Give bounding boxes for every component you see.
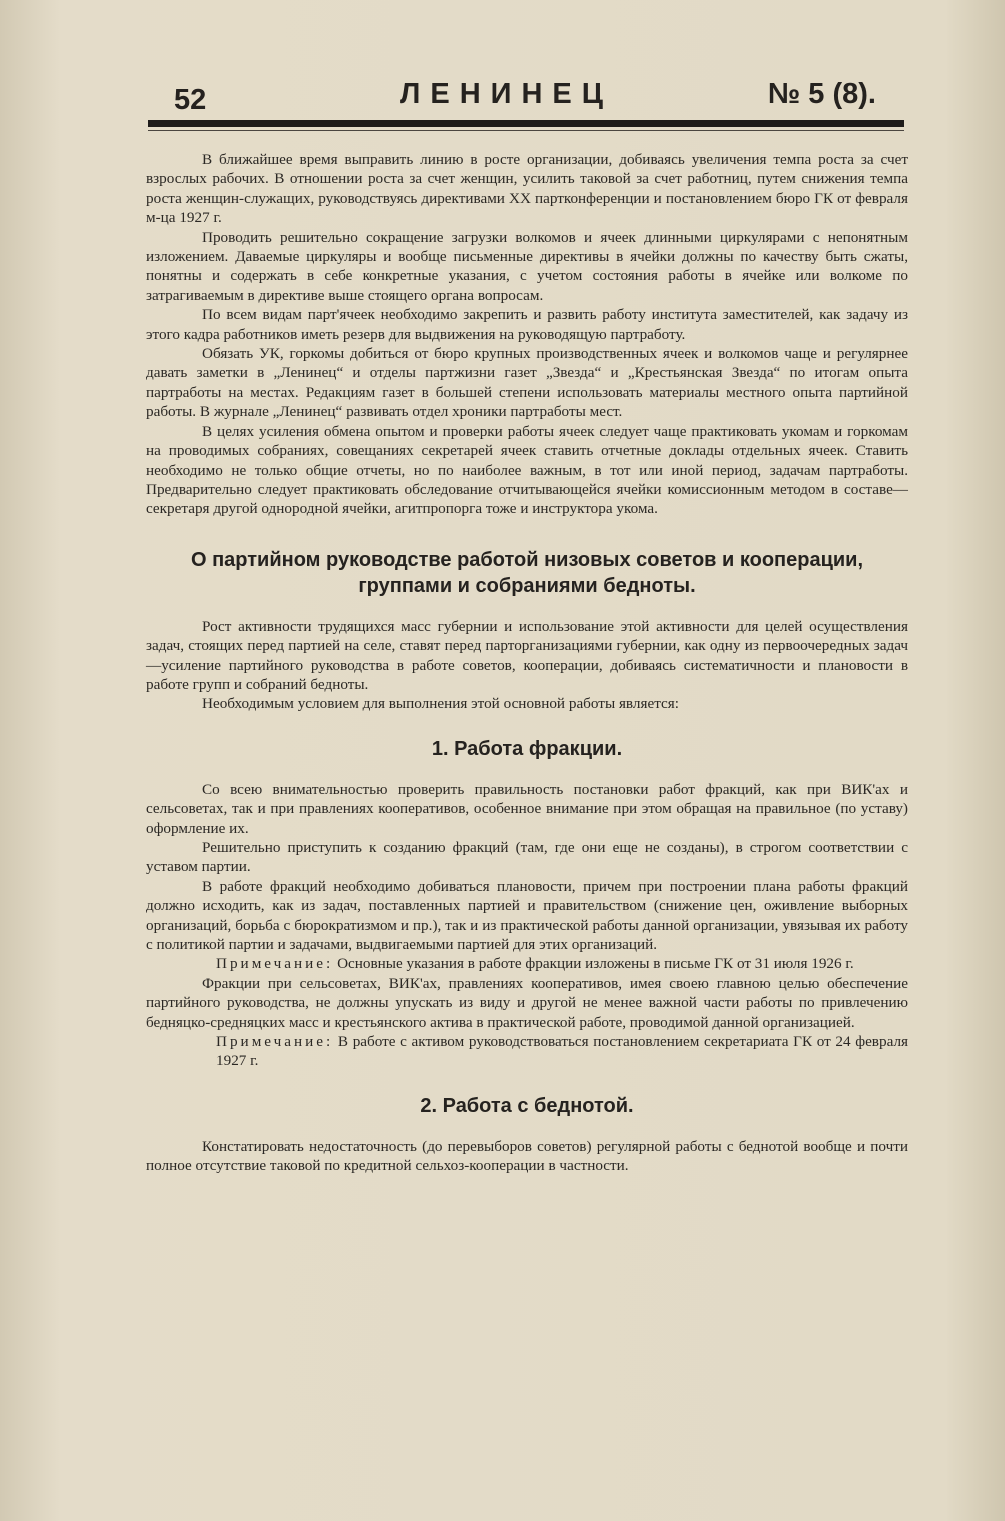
note [146,954,908,973]
subsection-title-fractions: 1. Работа фракции. [431,737,623,760]
intro-paragraph: В ближайшее время выправить линию в росте организации, добиваясь увеличения темпа роста за счет взрослых рабочих. В отношении роста за счет женщин, усилить таковой за счет работниц, путем снижения темпа роста женщин-служащих, руководствуясь директивами XX партконференции и постановлением бюро ГК от февраля м-ца 1927 г. [146,151,908,227]
note [146,1032,908,1071]
header-rule-thin [148,130,904,131]
page-number: 52 [174,84,207,116]
intro-paragraph: В целях усиления обмена опытом и проверки работы ячеек следует чаще практиковать укомам и горкомам на проводимых собраниях, совещаниях секретарей ячеек ставить отчетные доклады отдельных ячеек. Ставить необходимо не только общие отчеты, но по наиболее важным, в тот или иной период, задачам партработы. Предварительно следует практиковать обследование отчитывающейся ячейки комиссионным методом в составе—секретаря другой однородной ячейки, агитпропорга тоже и инструктора укома. [146,422,908,518]
page-header [148,78,906,118]
fractions-paragraph: Решительно приступить к созданию фракций (там, где они еще не созданы), в строгом соответствии с уставом партии. [146,838,908,876]
intro-paragraph: Обязать УК, горкомы добиться от бюро крупных производственных ячеек и волкомов чаще и регулярнее давать заметки в „Ленинец“ и отделы партжизни газет „Звезда“ и „Крестьянская Звезда“ по итогам опыта партработы на местах. Редакциям газет в большей степени использовать материалы местного опыта партийной работы. В журнале „Ленинец“ развивать отдел хроники партработы мест. [146,345,908,421]
fractions-paragraph: В работе фракций необходимо добиваться плановости, причем при построении плана работы фракций должно исходить, как из задач, поставленных партией и правительством (снижение цен, оживление выборных организаций, борьба с бюрократизмом и пр.), так и из практической работы данной организации, увязывая их работу с политикой партии и задачами, выдвигаемыми партией для этих организаций. [146,877,908,953]
article-body [146,150,908,1176]
fractions-paragraph: Со всею внимательностью проверить правильность постановки работ фракций, как при ВИК'ах и сельсоветах, так и при правлениях кооперативов, особенное внимание при этом обращая на правильное (по уставу) оформление их. [146,780,908,837]
intro-paragraph: По всем видам парт'ячеек необходимо закрепить и развить работу института заместителей, как задачу из этого кадра работников иметь резерв для выдвижения на руководящую партработу. [146,306,908,343]
note-label: Примечание: [216,1033,334,1051]
section-title: О партийном руководстве работой низовых советов и кооперации, группами и собраниями бедноты. [190,548,864,597]
header-rule [148,120,904,127]
note-text: Основные указания в работе фракции изложены в письме ГК от 31 июля 1926 г. [337,955,854,973]
note-text: В работе с активом руководствоваться постановлением секретариата ГК от 24 февраля 1927 г. [216,1033,909,1070]
note-label: Примечание: [216,955,334,973]
journal-title: ЛЕНИНЕЦ [400,78,613,110]
poor-paragraph: Констатировать недостаточность (до перевыборов советов) регулярной работы с беднотой вообще и почти полное отсутствие таковой по кредитной сельхоз-кооперации в частности. [146,1137,908,1175]
subsection-title-poor: 2. Работа с беднотой. [420,1094,634,1117]
issue-number: № 5 (8). [767,78,876,110]
intro-paragraph: Проводить решительно сокращение загрузки волкомов и ячеек длинными циркулярами с непонятным изложением. Даваемые циркуляры и вообще письменные директивы в ячейки должны по качеству быть сжаты, понятны и содержать в себе конкретные указания, с учетом состояния работы в ячейке или волкоме по затрагиваемым в директиве выше стоящего органа вопросам. [146,228,908,304]
section-paragraph: Необходимым условием для выполнения этой основной работы является: [202,695,679,713]
fractions-paragraph: Фракции при сельсоветах, ВИК'ах, правлениях кооперативов, имея своею главною целью обеспечение партийного руководства, не должны упускать из виду и другой не менее важной части работы по привлечению бедняцко-средняцких масс и крестьянского актива в практической работе, проводимой данной организацией. [146,974,908,1031]
section-paragraph: Рост активности трудящихся масс губернии и использование этой активности для целей осуществления задач, стоящих перед партией на селе, ставят перед парторганизациями губернии, как одну из первоочередных задач—усиление партийного руководства в работе советов, кооперации, добиваясь систематичности и плановости в работе групп и собраний бедноты. [146,617,908,693]
